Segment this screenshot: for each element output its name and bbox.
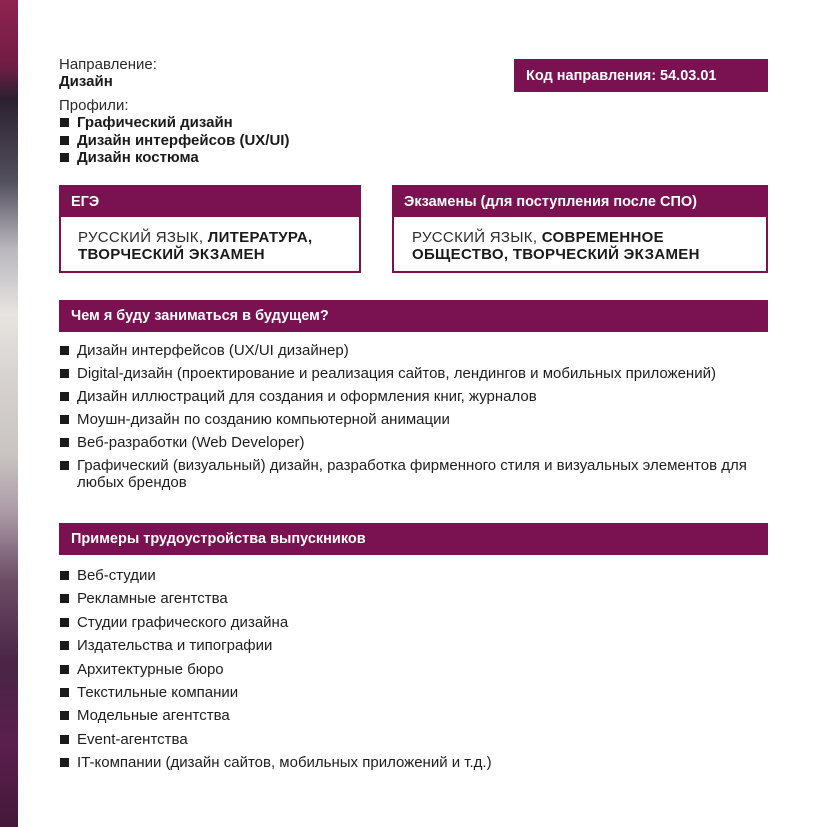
direction-code-text: Код направления: 54.03.01 bbox=[526, 67, 717, 84]
profile-item: Графический дизайн bbox=[59, 114, 459, 132]
side-photo-strip bbox=[0, 0, 18, 827]
profiles-label: Профили: bbox=[59, 97, 129, 114]
future-item: Веб-разработки (Web Developer) bbox=[59, 434, 771, 451]
spo-subjects-bold-1: СОВРЕМЕННОЕ bbox=[541, 229, 664, 246]
ege-subjects-bold-1: ЛИТЕРАТУРА, bbox=[207, 229, 313, 246]
spo-box bbox=[392, 185, 768, 273]
future-section-header bbox=[59, 300, 768, 332]
employment-item: Event-агентства bbox=[59, 731, 771, 748]
spo-subjects-plain: РУССКИЙ ЯЗЫК, bbox=[412, 229, 542, 246]
employment-item: Веб-студии bbox=[59, 567, 771, 584]
future-item: Digital-дизайн (проектирование и реализация сайтов, лендингов и мобильных приложений) bbox=[59, 365, 771, 382]
direction-code-badge bbox=[514, 59, 768, 92]
employment-section-header bbox=[59, 523, 768, 555]
employment-section-title: Примеры трудоустройства выпускников bbox=[71, 531, 366, 547]
direction-value: Дизайн bbox=[59, 73, 113, 90]
future-section-title: Чем я буду заниматься в будущем? bbox=[71, 308, 329, 324]
spo-subjects-bold-2: ОБЩЕСТВО, ТВОРЧЕСКИЙ ЭКЗАМЕН bbox=[412, 246, 700, 263]
future-list bbox=[59, 342, 771, 497]
spo-title: Экзамены (для поступления после СПО) bbox=[394, 187, 766, 217]
spo-subjects bbox=[394, 217, 766, 263]
employment-item: Студии графического дизайна bbox=[59, 614, 771, 631]
ege-box bbox=[59, 185, 361, 273]
ege-title: ЕГЭ bbox=[61, 187, 359, 217]
ege-subjects-plain: РУССКИЙ ЯЗЫК, bbox=[78, 229, 208, 246]
direction-label: Направление: bbox=[59, 56, 157, 73]
future-item: Графический (визуальный) дизайн, разработка фирменного стиля и визуальных элементов для любых брендов bbox=[59, 457, 771, 491]
employment-item: Рекламные агентства bbox=[59, 590, 771, 607]
ege-subjects bbox=[61, 217, 359, 263]
ege-subjects-bold-2: ТВОРЧЕСКИЙ ЭКЗАМЕН bbox=[78, 246, 265, 263]
profile-item: Дизайн костюма bbox=[59, 149, 459, 167]
future-item: Дизайн интерфейсов (UX/UI дизайнер) bbox=[59, 342, 771, 359]
employment-item: Текстильные компании bbox=[59, 684, 771, 701]
profiles-list bbox=[59, 114, 459, 167]
employment-list bbox=[59, 567, 771, 778]
employment-item: Модельные агентства bbox=[59, 707, 771, 724]
employment-item: Издательства и типографии bbox=[59, 637, 771, 654]
future-item: Дизайн иллюстраций для создания и оформления книг, журналов bbox=[59, 388, 771, 405]
employment-item: IT-компании (дизайн сайтов, мобильных приложений и т.д.) bbox=[59, 754, 771, 771]
future-item: Моушн-дизайн по созданию компьютерной анимации bbox=[59, 411, 771, 428]
profile-item: Дизайн интерфейсов (UX/UI) bbox=[59, 132, 459, 150]
employment-item: Архитектурные бюро bbox=[59, 661, 771, 678]
